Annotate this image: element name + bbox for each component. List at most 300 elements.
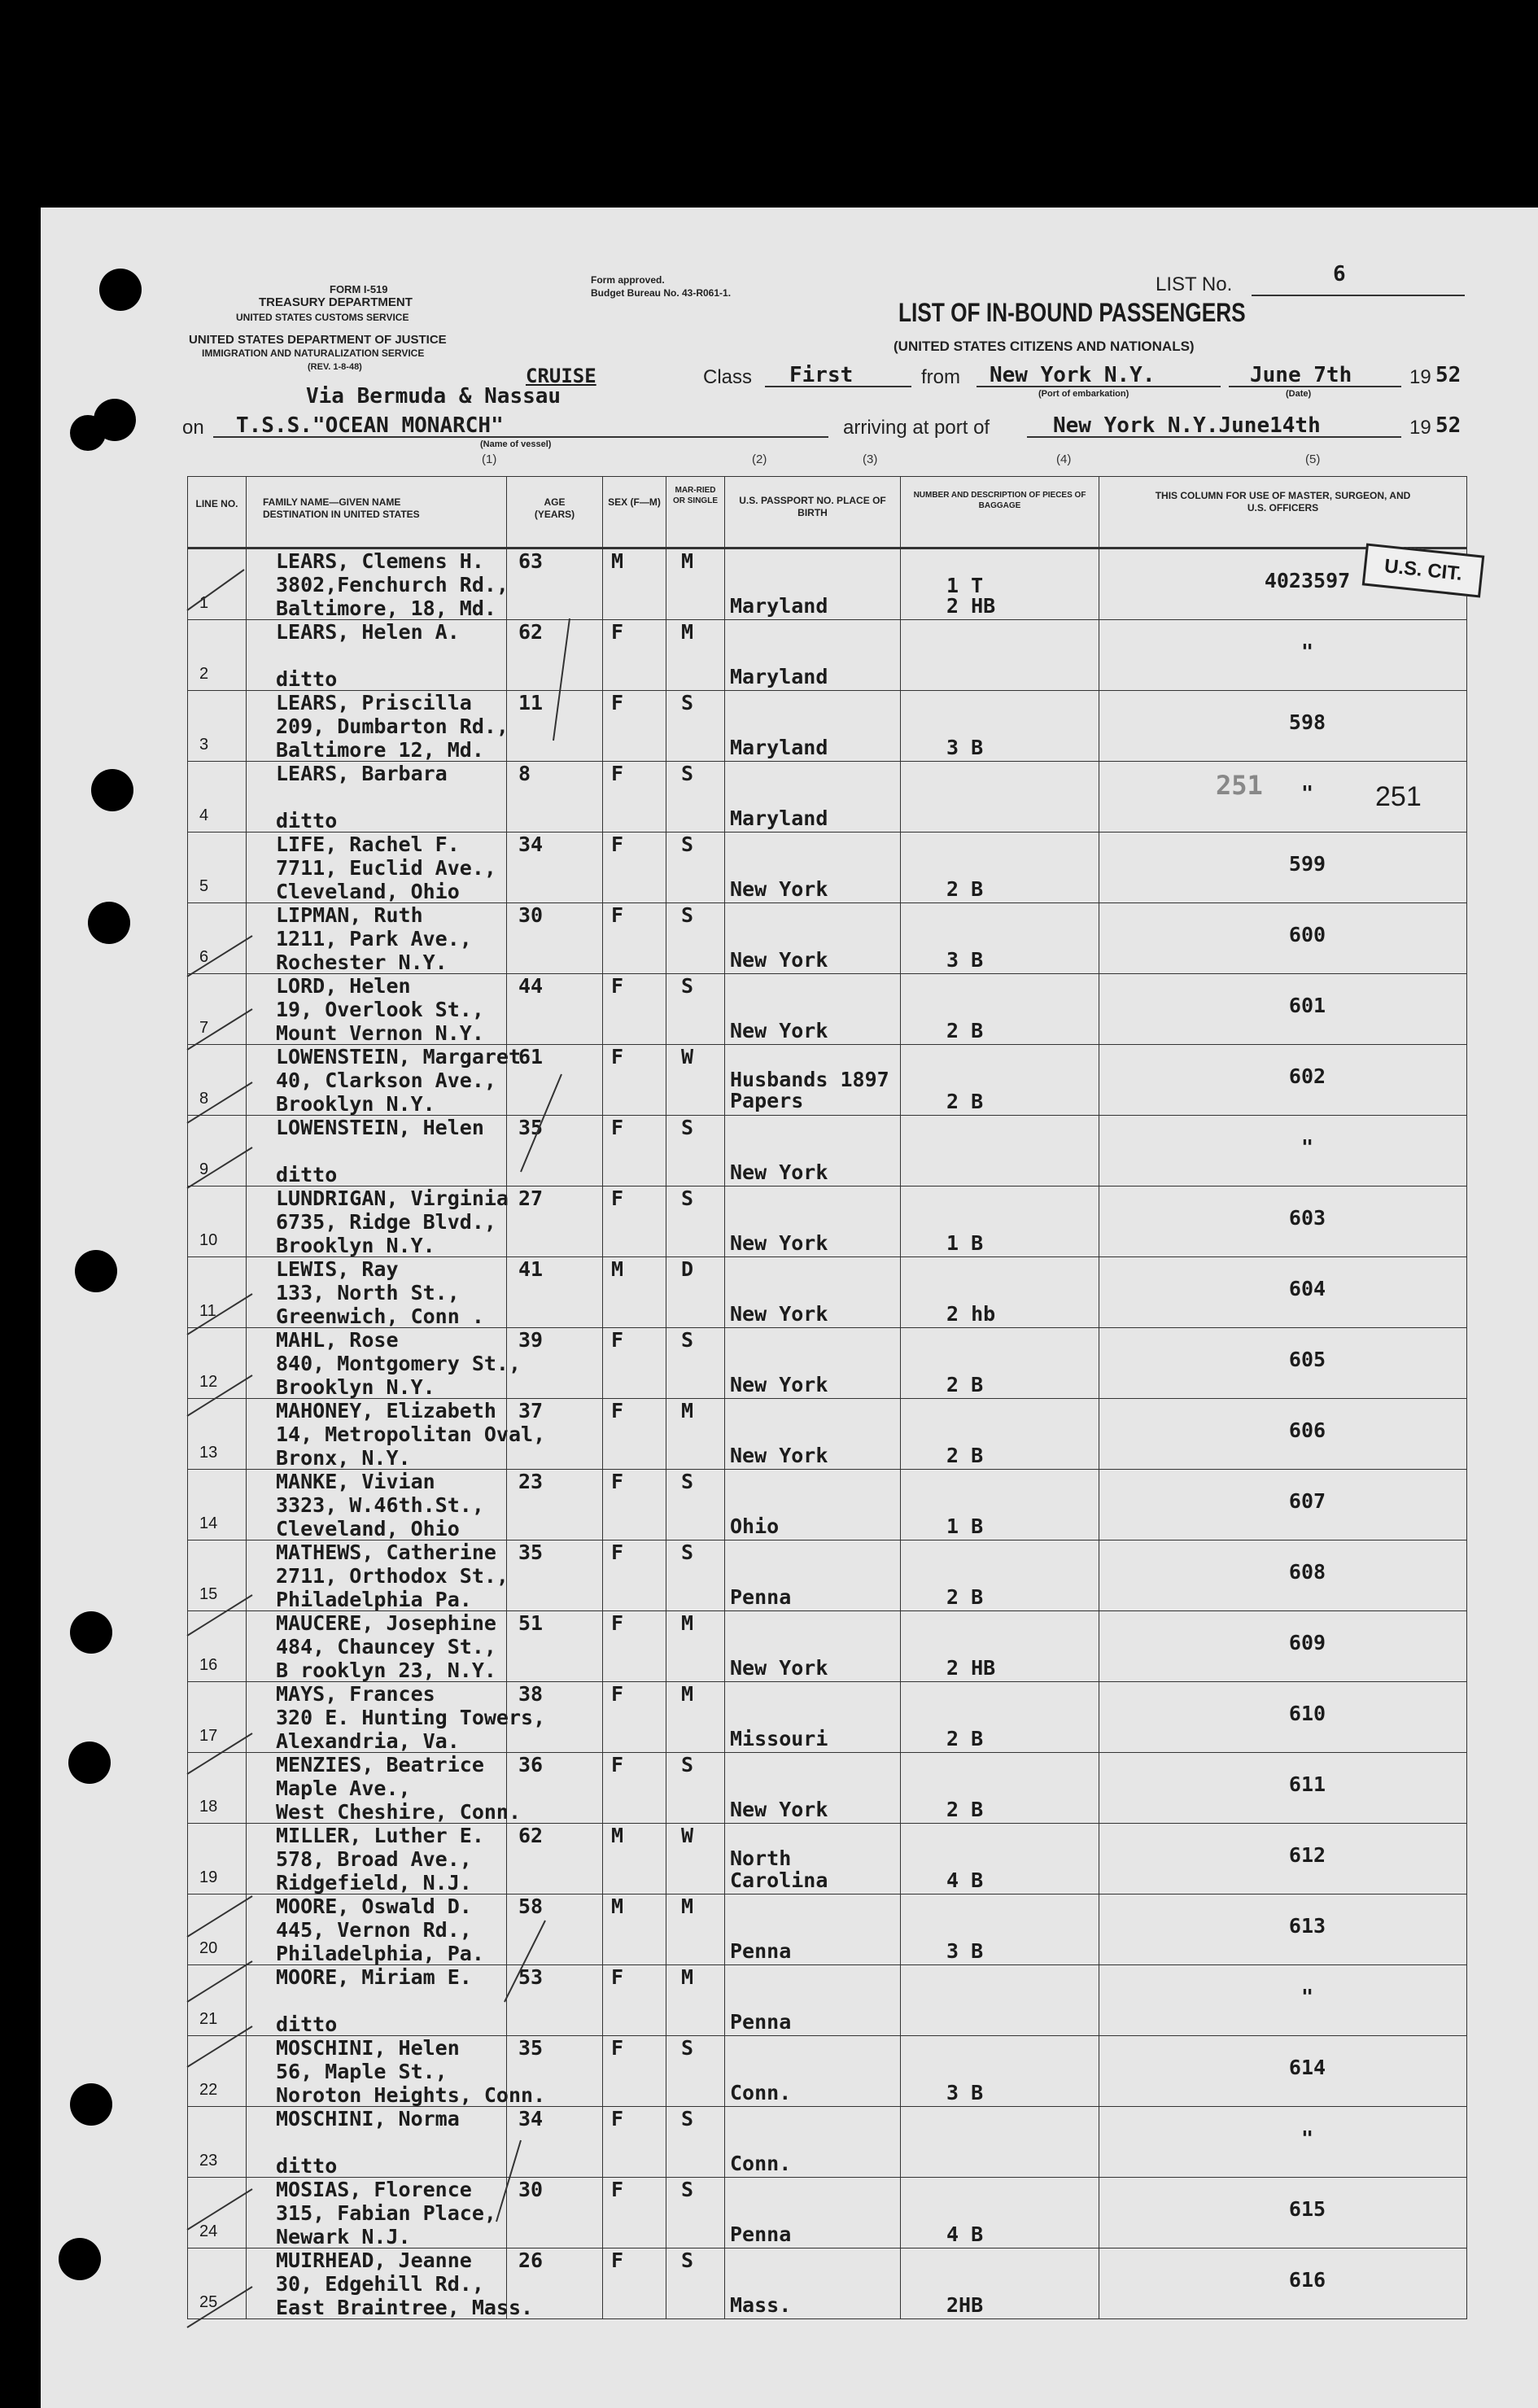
table-header-row [188, 477, 1467, 548]
baggage: 2HB [946, 2293, 984, 2317]
year-prefix-arrival: 19 [1409, 417, 1431, 439]
passenger-city: Noroton Heights, Conn. [276, 2083, 546, 2107]
passenger-city: Brooklyn N.Y. [276, 1375, 435, 1399]
place-of-birth: New York [730, 1373, 828, 1396]
punch-hole-icon [59, 2238, 101, 2280]
marital-status: S [681, 903, 694, 927]
passenger-age: 58 [518, 1894, 544, 1918]
marital-status: S [681, 691, 694, 715]
place-of-birth: New York [730, 1231, 828, 1255]
place-of-birth: Carolina [730, 1868, 828, 1892]
passenger-name: MUIRHEAD, Jeanne [276, 2248, 472, 2272]
baggage-top [901, 691, 1099, 715]
column-number-3: (3) [863, 452, 878, 466]
header-officers: THIS COLUMN FOR USE OF MASTER, SURGEON, AND U.S. OFFICERS [1155, 490, 1411, 514]
line-number: 25 [199, 2293, 218, 2311]
line-number: 8 [199, 1090, 209, 1108]
from-port-value: New York N.Y. [990, 363, 1156, 387]
vessel-name: T.S.S."OCEAN MONARCH" [236, 413, 504, 438]
baggage-top: 1 T [946, 574, 984, 597]
passenger-sex: F [611, 1328, 624, 1352]
marital-status: D [681, 1257, 694, 1281]
passenger-city: Rochester N.Y. [276, 951, 448, 974]
officer-number: 612 [1288, 1843, 1326, 1867]
from-date-value: June 7th [1250, 363, 1352, 387]
baggage: 1 B [946, 1231, 984, 1255]
passenger-city: Alexandria, Va. [276, 1729, 460, 1753]
officer-number: 610 [1288, 1702, 1326, 1725]
passenger-name: MANKE, Vivian [276, 1470, 435, 1493]
baggage-top [901, 833, 1099, 857]
column-number-4: (4) [1056, 452, 1072, 466]
passenger-age: 62 [518, 620, 544, 644]
passenger-name: MAYS, Frances [276, 1682, 435, 1706]
us-citizen-stamp: U.S. CIT. [1362, 544, 1485, 598]
passenger-sex: F [611, 974, 624, 998]
margin-note: 251 [1375, 781, 1422, 812]
passenger-name: MILLER, Luther E. [276, 1824, 484, 1847]
passenger-age: 34 [518, 833, 544, 856]
birth-note [725, 1611, 900, 1636]
marital-status: M [681, 549, 694, 573]
line-number: 20 [199, 1939, 218, 1957]
port-embarkation-caption: (Port of embarkation) [1038, 389, 1129, 399]
passenger-name: LEARS, Priscilla [276, 691, 472, 715]
document-title: LIST OF IN-BOUND PASSENGERS [898, 298, 1246, 327]
passenger-city: B rooklyn 23, N.Y. [276, 1659, 496, 1682]
place-of-birth: New York [730, 877, 828, 901]
place-of-birth: Maryland [730, 806, 828, 830]
class-value: First [789, 363, 854, 387]
passenger-age: 35 [518, 1541, 544, 1564]
place-of-birth: New York [730, 1160, 828, 1184]
place-of-birth: Penna [730, 1939, 792, 1963]
baggage: 2 B [946, 1798, 984, 1821]
baggage: 1 B [946, 1514, 984, 1538]
passenger-sex: F [611, 1965, 624, 1989]
passenger-sex: F [611, 1753, 624, 1777]
header-name: FAMILY NAME—GIVEN NAME DESTINATION IN UNITED STATES [263, 496, 420, 520]
passenger-name: LEARS, Clemens H. [276, 549, 484, 573]
line-number: 3 [199, 736, 209, 754]
passenger-name: LIPMAN, Ruth [276, 903, 423, 927]
birth-note [725, 1894, 900, 1919]
passenger-city: Baltimore 12, Md. [276, 738, 484, 762]
baggage-top [901, 2036, 1099, 2061]
place-of-birth: Penna [730, 2010, 792, 2034]
passenger-name: LEWIS, Ray [276, 1257, 399, 1281]
check-marks-icon [163, 553, 586, 2344]
passenger-name: MAHONEY, Elizabeth [276, 1399, 496, 1423]
passenger-address: 30, Edgehill Rd., [276, 2272, 484, 2296]
passenger-age: 41 [518, 1257, 544, 1281]
baggage: 3 B [946, 736, 984, 759]
revision-date: (REV. 1-8-48) [308, 362, 362, 372]
officer-number: 608 [1288, 1560, 1326, 1584]
baggage: 2 HB [946, 594, 996, 618]
place-of-birth: New York [730, 1019, 828, 1042]
header-married: MAR-RIED OR SINGLE [672, 486, 718, 505]
passenger-name: LEARS, Helen A. [276, 620, 460, 644]
line-number: 22 [199, 2081, 218, 2099]
passenger-address: 14, Metropolitan Oval, [276, 1423, 546, 1446]
baggage-top [901, 1187, 1099, 1211]
column-number-2: (2) [752, 452, 767, 466]
birth-note [725, 974, 900, 999]
passenger-city: Philadelphia Pa. [276, 1588, 472, 1611]
baggage-top [901, 620, 1099, 645]
passenger-sex: F [611, 1682, 624, 1706]
marital-status: S [681, 1470, 694, 1493]
officer-number: " [1300, 781, 1314, 805]
marital-status: W [681, 1824, 694, 1847]
passenger-address: 6735, Ridge Blvd., [276, 1210, 496, 1234]
marital-status: M [681, 1399, 694, 1423]
passenger-name: MENZIES, Beatrice [276, 1753, 484, 1777]
passenger-name: LIFE, Rachel F. [276, 833, 460, 856]
baggage: 2 B [946, 1585, 984, 1609]
place-of-birth: Maryland [730, 594, 828, 618]
officer-number: 613 [1288, 1914, 1326, 1938]
line-number: 12 [199, 1373, 218, 1391]
passenger-sex: F [611, 691, 624, 715]
passenger-age: 35 [518, 1116, 544, 1139]
baggage: 3 B [946, 948, 984, 972]
header-sex: SEX (F—M) [608, 496, 661, 508]
baggage-top [901, 1611, 1099, 1636]
baggage-top [901, 1824, 1099, 1848]
arriving-port-value: New York N.Y.June14th [1053, 413, 1321, 438]
passenger-sex: F [611, 762, 624, 785]
passenger-name: LORD, Helen [276, 974, 411, 998]
birth-note [725, 1328, 900, 1353]
passenger-name: LUNDRIGAN, Virginia [276, 1187, 509, 1210]
marital-status: M [681, 620, 694, 644]
punch-hole-icon [91, 769, 133, 811]
line-number: 1 [199, 594, 209, 612]
passenger-age: 53 [518, 1965, 544, 1989]
baggage: 2 B [946, 1727, 984, 1750]
line-number: 21 [199, 2010, 218, 2028]
passenger-age: 8 [518, 762, 531, 785]
marital-status: S [681, 2248, 694, 2272]
marital-status: S [681, 1328, 694, 1352]
passenger-sex: F [611, 1116, 624, 1139]
baggage-top [901, 1257, 1099, 1282]
passenger-city: ditto [276, 1163, 338, 1187]
officer-number: 605 [1288, 1348, 1326, 1371]
passenger-age: 23 [518, 1470, 544, 1493]
marital-status: S [681, 1753, 694, 1777]
passenger-city: Mount Vernon N.Y. [276, 1021, 484, 1045]
officer-number: " [1300, 1985, 1314, 2008]
passenger-address: 209, Dumbarton Rd., [276, 715, 509, 738]
passenger-sex: F [611, 2036, 624, 2060]
budget-bureau: Budget Bureau No. 43-R061-1. [591, 287, 732, 299]
birth-note [725, 762, 900, 786]
baggage-top [901, 1682, 1099, 1707]
passenger-sex: M [611, 549, 624, 573]
line-number: 10 [199, 1231, 218, 1249]
birth-note [725, 833, 900, 857]
place-of-birth: Conn. [730, 2081, 792, 2104]
punch-hole-icon [99, 269, 142, 311]
faint-note: 251 [1216, 770, 1263, 801]
line-number: 6 [199, 948, 209, 966]
officer-number: 604 [1288, 1277, 1326, 1300]
from-label: from [921, 366, 960, 388]
officer-number: 607 [1288, 1489, 1326, 1513]
passenger-age: 37 [518, 1399, 544, 1423]
passenger-city: Brooklyn N.Y. [276, 1092, 435, 1116]
passenger-name: LEARS, Barbara [276, 762, 448, 785]
treasury-dept: TREASURY DEPARTMENT [259, 295, 413, 309]
passenger-city: ditto [276, 809, 338, 833]
officer-number: 603 [1288, 1206, 1326, 1230]
officer-number: " [1300, 2126, 1314, 2150]
passenger-city: Brooklyn N.Y. [276, 1234, 435, 1257]
baggage-top [901, 762, 1099, 786]
justice-dept: UNITED STATES DEPARTMENT OF JUSTICE [189, 333, 447, 347]
passenger-address: 2711, Orthodox St., [276, 1564, 509, 1588]
passenger-city: Philadelphia, Pa. [276, 1942, 484, 1965]
officer-number: " [1300, 1135, 1314, 1159]
passenger-sex: M [611, 1894, 624, 1918]
passenger-city: West Cheshire, Conn. [276, 1800, 522, 1824]
list-no-label: LIST No. [1156, 273, 1233, 295]
baggage: 2 B [946, 1373, 984, 1396]
passenger-age: 38 [518, 1682, 544, 1706]
officer-number: 601 [1288, 994, 1326, 1017]
baggage-top [901, 2248, 1099, 2273]
place-of-birth: New York [730, 1798, 828, 1821]
document-subtitle: (UNITED STATES CITIZENS AND NATIONALS) [894, 339, 1195, 354]
marital-status: S [681, 2036, 694, 2060]
from-year-value: 52 [1435, 363, 1462, 387]
passenger-age: 63 [518, 549, 544, 573]
passenger-age: 39 [518, 1328, 544, 1352]
line-number: 2 [199, 665, 209, 683]
punch-hole-icon [88, 902, 130, 944]
punch-hole-icon [68, 1742, 111, 1784]
vessel-caption: (Name of vessel) [480, 439, 552, 449]
form-approved: Form approved. [591, 274, 665, 286]
baggage-top [901, 1399, 1099, 1423]
birth-note [725, 2107, 900, 2131]
passenger-sex: F [611, 833, 624, 856]
marital-status: M [681, 1894, 694, 1918]
birth-note [725, 903, 900, 928]
birth-note: North [730, 1846, 792, 1870]
officer-number: 616 [1288, 2268, 1326, 2292]
passenger-address: 56, Maple St., [276, 2060, 448, 2083]
place-of-birth: Mass. [730, 2293, 792, 2317]
passenger-age: 26 [518, 2248, 544, 2272]
passenger-sex: M [611, 1824, 624, 1847]
passenger-address: 3802,Fenchurch Rd., [276, 573, 509, 597]
passenger-city: East Braintree, Mass. [276, 2296, 534, 2319]
form-number: FORM I-519 [330, 283, 388, 295]
baggage: 2 B [946, 1090, 984, 1113]
passenger-address: 3323, W.46th.St., [276, 1493, 484, 1517]
passenger-age: 44 [518, 974, 544, 998]
passenger-name: MOORE, Miriam E. [276, 1965, 472, 1989]
passenger-city: Cleveland, Ohio [276, 1517, 460, 1541]
baggage-top [901, 1116, 1099, 1140]
passenger-name: MOORE, Oswald D. [276, 1894, 472, 1918]
passenger-age: 30 [518, 2178, 544, 2201]
passenger-city: ditto [276, 2154, 338, 2178]
header-line-no: LINE NO. [195, 498, 238, 509]
line-number: 13 [199, 1444, 218, 1462]
birth-note [725, 1753, 900, 1777]
column-number-1: (1) [482, 452, 497, 466]
baggage: 4 B [946, 2222, 984, 2246]
on-label: on [182, 417, 204, 439]
baggage-top [901, 903, 1099, 928]
passenger-sex: F [611, 1045, 624, 1069]
passenger-sex: F [611, 2178, 624, 2201]
baggage-top [901, 1894, 1099, 1919]
passenger-address: 7711, Euclid Ave., [276, 856, 496, 880]
passenger-address: 133, North St., [276, 1281, 460, 1305]
line-number: 14 [199, 1514, 218, 1532]
punch-hole-icon [70, 1611, 112, 1654]
birth-note [725, 549, 900, 574]
passenger-address: 840, Montgomery St., [276, 1352, 522, 1375]
place-of-birth: New York [730, 1302, 828, 1326]
line-number: 11 [199, 1302, 216, 1320]
place-of-birth: Maryland [730, 665, 828, 688]
baggage-top [901, 974, 1099, 999]
place-of-birth: New York [730, 1444, 828, 1467]
birth-note [725, 1470, 900, 1494]
birth-note [725, 1541, 900, 1565]
passenger-sex: F [611, 1611, 624, 1635]
baggage: 2 B [946, 1019, 984, 1042]
marital-status: M [681, 1965, 694, 1989]
passenger-name: MAUCERE, Josephine [276, 1611, 496, 1635]
passenger-city: Ridgefield, N.J. [276, 1871, 472, 1894]
passenger-age: 61 [518, 1045, 544, 1069]
year-prefix: 19 [1409, 366, 1431, 388]
passenger-address: 445, Vernon Rd., [276, 1918, 472, 1942]
customs-service: UNITED STATES CUSTOMS SERVICE [236, 312, 409, 323]
birth-note [725, 1257, 900, 1282]
baggage: 2 HB [946, 1656, 996, 1680]
passenger-name: MAHL, Rose [276, 1328, 399, 1352]
officer-number: 602 [1288, 1064, 1326, 1088]
marital-status: S [681, 2178, 694, 2201]
line-number: 19 [199, 1868, 218, 1886]
header-baggage: NUMBER AND DESCRIPTION OF PIECES OF BAGGAGE [913, 491, 1086, 510]
cruise-label: CRUISE [526, 365, 596, 387]
place-of-birth: New York [730, 948, 828, 972]
baggage-top [901, 1753, 1099, 1777]
line-number: 24 [199, 2222, 218, 2240]
passenger-age: 35 [518, 2036, 544, 2060]
birth-note [725, 691, 900, 715]
punch-hole-icon [70, 2083, 112, 2126]
marital-status: S [681, 2107, 694, 2130]
line-number: 7 [199, 1019, 209, 1037]
passenger-sex: F [611, 620, 624, 644]
baggage: 4 B [946, 1868, 984, 1892]
passenger-age: 11 [518, 691, 544, 715]
passenger-name: MOSIAS, Florence [276, 2178, 472, 2201]
birth-note [725, 1116, 900, 1140]
passenger-age: 34 [518, 2107, 544, 2130]
line-number: 23 [199, 2152, 218, 2170]
line-number: 18 [199, 1798, 218, 1816]
marital-status: S [681, 974, 694, 998]
passenger-age: 62 [518, 1824, 544, 1847]
passenger-city: Baltimore, 18, Md. [276, 597, 496, 620]
birth-note [725, 620, 900, 645]
marital-status: S [681, 833, 694, 856]
via-route: Via Bermuda & Nassau [306, 384, 561, 409]
passenger-city: Newark N.J. [276, 2225, 411, 2248]
marital-status: M [681, 1682, 694, 1706]
passenger-address: 40, Clarkson Ave., [276, 1069, 496, 1092]
passenger-sex: F [611, 2107, 624, 2130]
birth-note [725, 1682, 900, 1707]
line-number: 5 [199, 877, 209, 895]
birth-note [725, 1399, 900, 1423]
baggage-top [901, 2178, 1099, 2202]
date-caption: (Date) [1286, 389, 1312, 399]
baggage: 2 B [946, 1444, 984, 1467]
baggage-top [901, 1965, 1099, 1990]
place-of-birth: New York [730, 1656, 828, 1680]
officer-number: " [1300, 640, 1314, 663]
officer-number: 611 [1288, 1772, 1326, 1796]
passenger-address: 578, Broad Ave., [276, 1847, 472, 1871]
column-number-5: (5) [1305, 452, 1321, 466]
marital-status: M [681, 1611, 694, 1635]
passenger-city: Cleveland, Ohio [276, 880, 460, 903]
place-of-birth: Ohio [730, 1514, 780, 1538]
baggage-top [901, 1045, 1099, 1069]
passenger-age: 51 [518, 1611, 544, 1635]
passenger-name: MATHEWS, Catherine [276, 1541, 496, 1564]
passenger-city: Greenwich, Conn . [276, 1305, 484, 1328]
header-age: AGE (YEARS) [534, 496, 575, 520]
passenger-age: 30 [518, 903, 544, 927]
baggage-top [901, 1541, 1099, 1565]
passenger-sex: F [611, 1541, 624, 1564]
header-passport: U.S. PASSPORT NO. PLACE OF BIRTH [739, 495, 886, 518]
passenger-sex: F [611, 1470, 624, 1493]
marital-status: S [681, 1116, 694, 1139]
baggage: 3 B [946, 2081, 984, 2104]
baggage: 2 hb [946, 1302, 996, 1326]
baggage-top [901, 2107, 1099, 2131]
passenger-city: ditto [276, 667, 338, 691]
marital-status: S [681, 762, 694, 785]
passenger-address: 484, Chauncey St., [276, 1635, 496, 1659]
baggage-top [901, 1328, 1099, 1353]
line-number: 9 [199, 1160, 209, 1178]
passenger-age: 36 [518, 1753, 544, 1777]
line-number: 16 [199, 1656, 218, 1674]
officer-number: 606 [1288, 1418, 1326, 1442]
arriving-label: arriving at port of [843, 417, 990, 439]
passenger-sex: F [611, 1399, 624, 1423]
place-of-birth: Conn. [730, 2152, 792, 2175]
officer-number: 598 [1288, 710, 1326, 734]
passenger-address: 320 E. Hunting Towers, [276, 1706, 546, 1729]
